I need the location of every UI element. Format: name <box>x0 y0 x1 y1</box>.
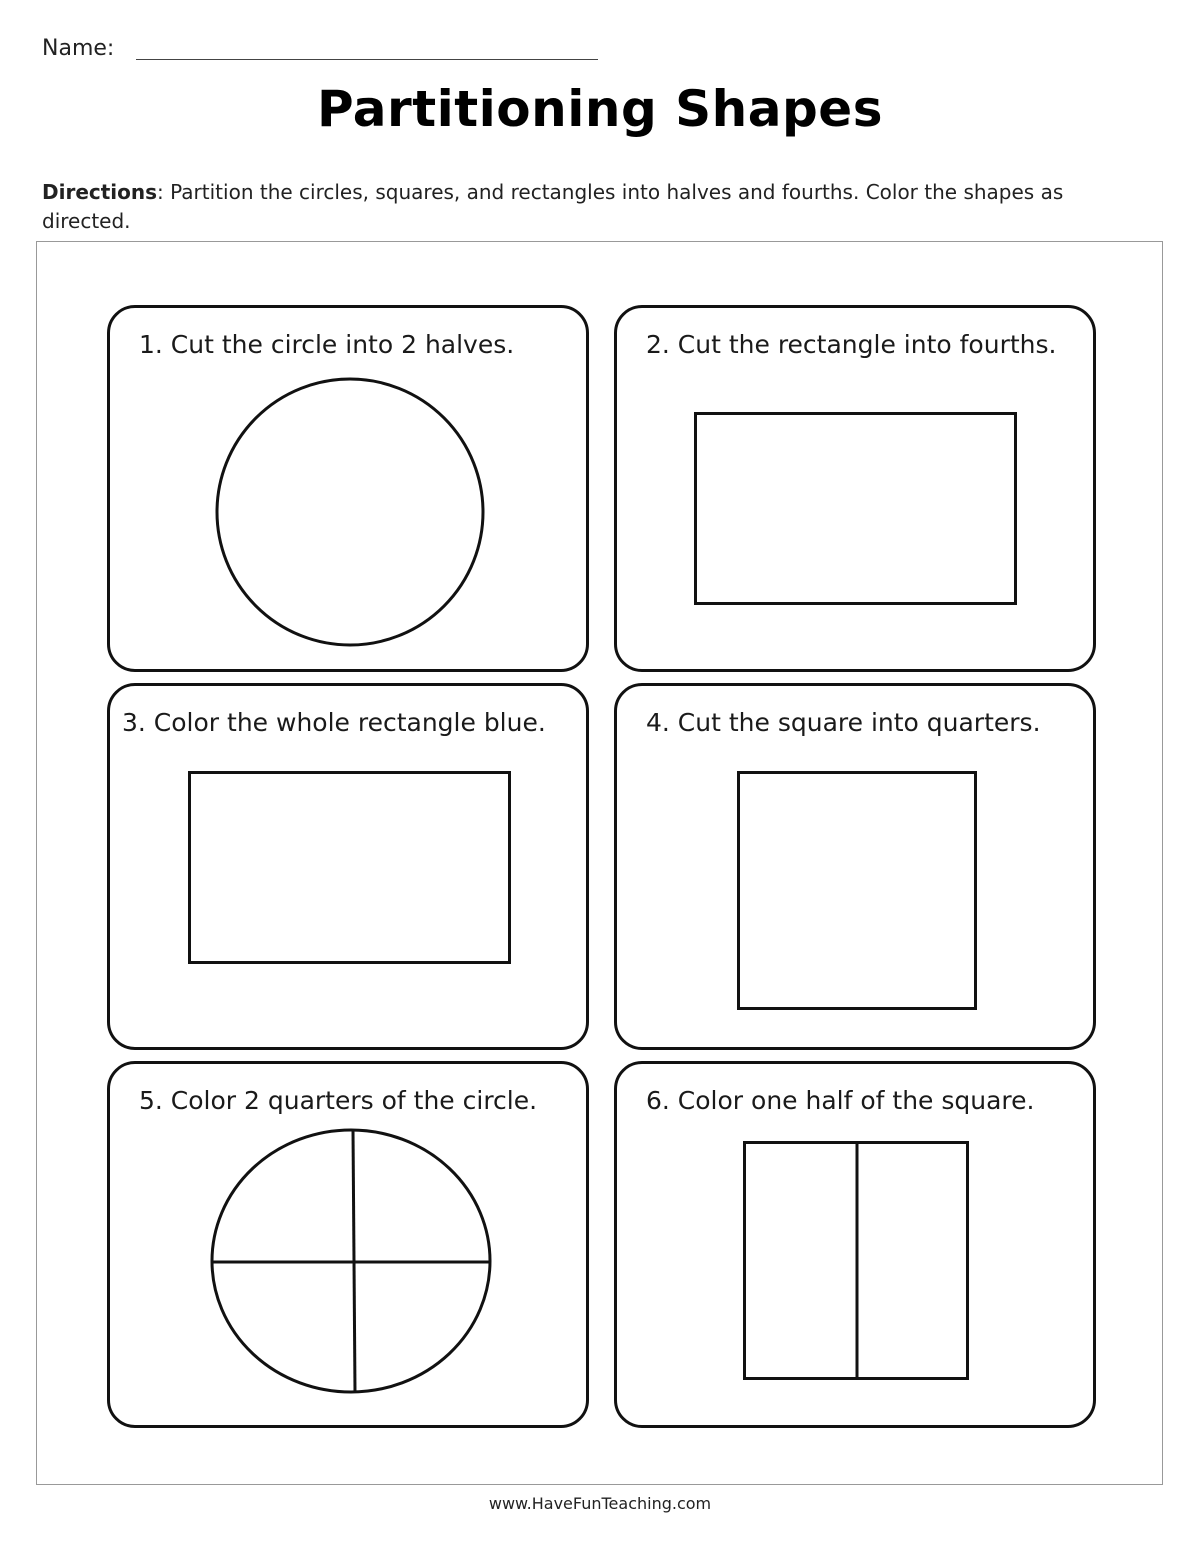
card-4 <box>614 683 1096 1050</box>
card-6 <box>614 1061 1096 1428</box>
directions-text: : Partition the circles, squares, and rectangles into halves and fourths. Color the shapes as directed. <box>42 180 1064 233</box>
directions-label: Directions <box>42 180 158 204</box>
card-1 <box>107 305 589 672</box>
rectangle-shape <box>694 412 1019 608</box>
card-4-text: 4. Cut the square into quarters. <box>646 708 1041 737</box>
rectangle-shape <box>188 771 513 967</box>
card-1-text: 1. Cut the circle into 2 halves. <box>139 330 515 359</box>
quartered-circle-shape <box>210 1127 492 1395</box>
directions <box>42 178 1152 236</box>
halved-square-shape <box>743 1141 971 1382</box>
card-2 <box>614 305 1096 672</box>
card-5-text: 5. Color 2 quarters of the circle. <box>139 1086 538 1115</box>
circle-shape <box>214 376 486 648</box>
footer-website: www.HaveFunTeaching.com <box>488 1494 712 1513</box>
page-title: Partitioning Shapes <box>317 80 883 138</box>
card-2-text: 2. Cut the rectangle into fourths. <box>646 330 1057 359</box>
card-6-text: 6. Color one half of the square. <box>646 1086 1035 1115</box>
name-line[interactable] <box>136 59 598 60</box>
card-3 <box>107 683 589 1050</box>
card-3-text: 3. Color the whole rectangle blue. <box>122 708 546 737</box>
card-5 <box>107 1061 589 1428</box>
name-label: Name: <box>42 36 115 61</box>
square-shape <box>737 771 979 1012</box>
